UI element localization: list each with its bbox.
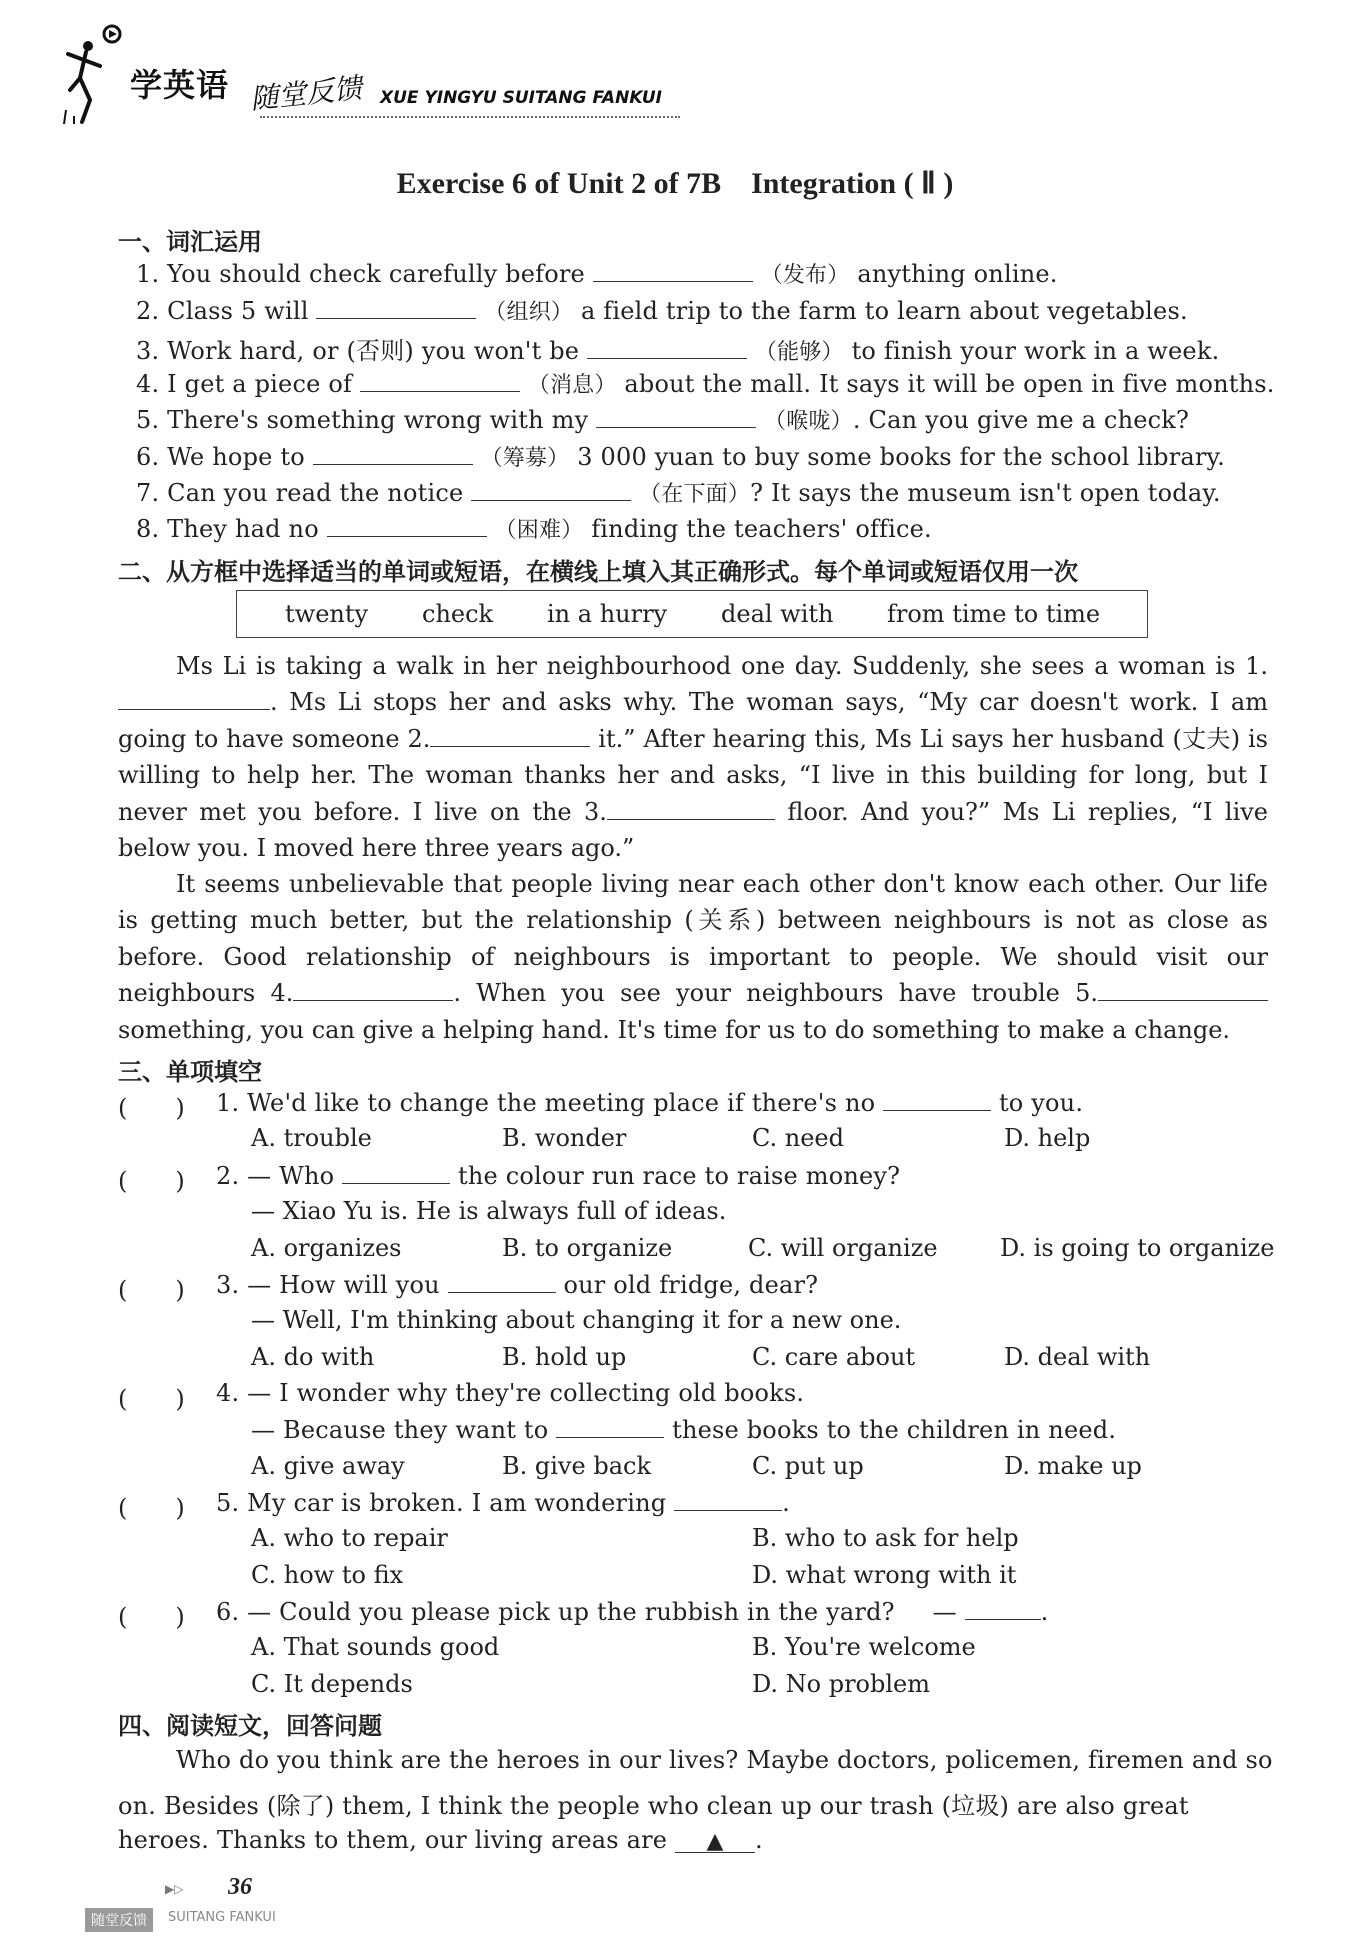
option-c[interactable]: C. care about [752, 1343, 916, 1371]
option-a[interactable]: A. give away [251, 1452, 405, 1480]
answer-parentheses[interactable]: ( ) [118, 1276, 185, 1304]
answer-parentheses[interactable]: ( ) [118, 1603, 185, 1631]
question-3: 3. — How will you our old fridge, dear? [216, 1271, 819, 1299]
answer-blank[interactable] [593, 259, 753, 282]
question-6: 6. — Could you please pick up the rubbish in the yard? — . [216, 1598, 1049, 1626]
answer-blank-4[interactable] [293, 978, 453, 1001]
answer-blank-1[interactable] [118, 687, 270, 710]
header-divider [260, 116, 680, 118]
vocab-item-8: 8. They had no （困难） finding the teachers' office. [136, 515, 932, 543]
question-2-response: — Xiao Yu is. He is always full of ideas. [251, 1197, 727, 1225]
section4-heading: 四、阅读短文，回答问题 [118, 1712, 382, 1740]
answer-blank [556, 1415, 664, 1438]
answer-parentheses[interactable]: ( ) [118, 1167, 185, 1195]
question-2: 2. — Who the colour run race to raise money? [216, 1162, 901, 1190]
vocab-item-4: 4. I get a piece of （消息） about the mall. It says it will be open in five months. [136, 370, 1275, 398]
answer-blank[interactable] [327, 514, 487, 537]
word-box [236, 590, 1148, 638]
word-box-item: deal with [721, 600, 834, 628]
vocab-item-2: 2. Class 5 will （组织） a field trip to the farm to learn about vegetables. [136, 297, 1188, 325]
option-c[interactable]: C. It depends [251, 1670, 413, 1698]
option-c[interactable]: C. need [752, 1124, 844, 1152]
answer-blank[interactable] [596, 405, 756, 428]
answer-blank [342, 1161, 450, 1184]
vocab-item-6: 6. We hope to （筹募） 3 000 yuan to buy some books for the school library. [136, 443, 1225, 471]
section2-heading: 二、从方框中选择适当的单词或短语，在横线上填入其正确形式。每个单词或短语仅用一次 [118, 558, 1078, 586]
answer-blank-2[interactable] [430, 724, 590, 747]
runner-logo-icon [60, 20, 140, 130]
answer-blank-triangle[interactable] [675, 1826, 755, 1853]
option-a[interactable]: A. do with [251, 1343, 375, 1371]
page-number: 36 [228, 1874, 252, 1900]
option-d[interactable]: D. what wrong with it [752, 1561, 1017, 1589]
word-box-item: check [422, 600, 494, 628]
answer-blank[interactable] [313, 442, 473, 465]
option-b[interactable]: B. who to ask for help [752, 1524, 1019, 1552]
answer-blank[interactable] [360, 369, 520, 392]
passage-paragraph-2: It seems unbelievable that people living near each other don't know each other. Our life is getting much better, but the relationship (关系) between neighbours is not as close as before. Good relationship of neighbours is important to people. We should visit our neighbours 4. . When you see your neighbours have trouble 5. something, you can give a helping hand. It's time for us to do something to make a change. [118, 870, 1268, 1044]
vocab-item-1: 1. You should check carefully before （发布） anything online. [136, 260, 1058, 288]
answer-blank-3[interactable] [607, 797, 775, 820]
word-box-item: twenty [285, 600, 369, 628]
option-a[interactable]: A. That sounds good [251, 1633, 500, 1661]
question-1: 1. We'd like to change the meeting place if there's no to you. [216, 1089, 1084, 1117]
answer-blank [883, 1088, 991, 1111]
word-box-item: in a hurry [547, 600, 668, 628]
section3-heading: 三、单项填空 [118, 1058, 262, 1086]
answer-parentheses[interactable]: ( ) [118, 1494, 185, 1522]
option-d[interactable]: D. is going to organize [1000, 1234, 1275, 1262]
footer-badge: 随堂反馈 [85, 1908, 153, 1932]
option-d[interactable]: D. help [1004, 1124, 1091, 1152]
question-3-response: — Well, I'm thinking about changing it for a new one. [251, 1306, 902, 1334]
triangle-marker-icon: ▲ [706, 1829, 724, 1854]
reading-line-2: on. Besides (除了) them, I think the people who clean up our trash (垃圾) are also great [118, 1792, 1189, 1820]
passage-paragraph-1: Ms Li is taking a walk in her neighbourhood one day. Suddenly, she sees a woman is 1.. Ms Li stops her and asks why. The woman says, “My car doesn't work. I am going to have someone 2. it.” After hearing this, Ms Li says her husband (丈夫) is willing to help her. The woman thanks her and asks, “I live in this building for long, but I never met you before. I live on the 3. floor. And you?” Ms Li replies, “I live below you. I moved here three years ago.” [118, 652, 1269, 863]
answer-blank-5[interactable] [1098, 978, 1268, 1001]
answer-blank[interactable] [316, 296, 476, 319]
header-banner [60, 20, 680, 130]
answer-blank[interactable] [587, 336, 747, 359]
option-b[interactable]: B. give back [502, 1452, 651, 1480]
brand-english: XUE YINGYU SUITANG FANKUI [380, 88, 663, 108]
section1-heading: 一、词汇运用 [118, 228, 262, 256]
answer-blank [674, 1488, 782, 1511]
brand-chinese: 学英语 [130, 66, 230, 104]
question-4: 4. — I wonder why they're collecting old books. [216, 1379, 805, 1407]
option-b[interactable]: B. to organize [502, 1234, 673, 1262]
option-c[interactable]: C. will organize [748, 1234, 938, 1262]
option-d[interactable]: D. deal with [1004, 1343, 1151, 1371]
footer-english: SUITANG FANKUI [168, 1910, 276, 1925]
option-b[interactable]: B. You're welcome [752, 1633, 976, 1661]
option-c[interactable]: C. put up [752, 1452, 864, 1480]
answer-blank [448, 1270, 556, 1293]
option-c[interactable]: C. how to fix [251, 1561, 404, 1589]
brand-chinese-sub: 随堂反馈 [248, 71, 364, 116]
option-d[interactable]: D. make up [1004, 1452, 1142, 1480]
option-a[interactable]: A. organizes [251, 1234, 402, 1262]
vocab-item-7: 7. Can you read the notice （在下面）? It says the museum isn't open today. [136, 479, 1221, 507]
page-title: Exercise 6 of Unit 2 of 7B Integration ( Ⅱ ) [396, 167, 954, 200]
answer-blank[interactable] [471, 478, 631, 501]
question-5: 5. My car is broken. I am wondering . [216, 1489, 790, 1517]
option-d[interactable]: D. No problem [752, 1670, 931, 1698]
option-b[interactable]: B. hold up [502, 1343, 627, 1371]
word-box-item: from time to time [887, 600, 1101, 628]
answer-parentheses[interactable]: ( ) [118, 1385, 185, 1413]
option-b[interactable]: B. wonder [502, 1124, 627, 1152]
question-4-response: — Because they want to these books to the children in need. [251, 1416, 1117, 1444]
reading-line-3: heroes. Thanks to them, our living areas are ▲ . [118, 1826, 763, 1854]
answer-blank [965, 1597, 1041, 1620]
reading-line-1: Who do you think are the heroes in our lives? Maybe doctors, policemen, firemen and so [176, 1746, 1273, 1774]
option-a[interactable]: A. who to repair [251, 1524, 448, 1552]
vocab-item-3: 3. Work hard, or (否则) you won't be （能够） to finish your work in a week. [136, 337, 1220, 365]
option-a[interactable]: A. trouble [251, 1124, 372, 1152]
vocab-item-5: 5. There's something wrong with my （喉咙）. Can you give me a check? [136, 406, 1190, 434]
answer-parentheses[interactable]: ( ) [118, 1094, 185, 1122]
footer-arrow-icon: ▶▷ [165, 1882, 184, 1896]
